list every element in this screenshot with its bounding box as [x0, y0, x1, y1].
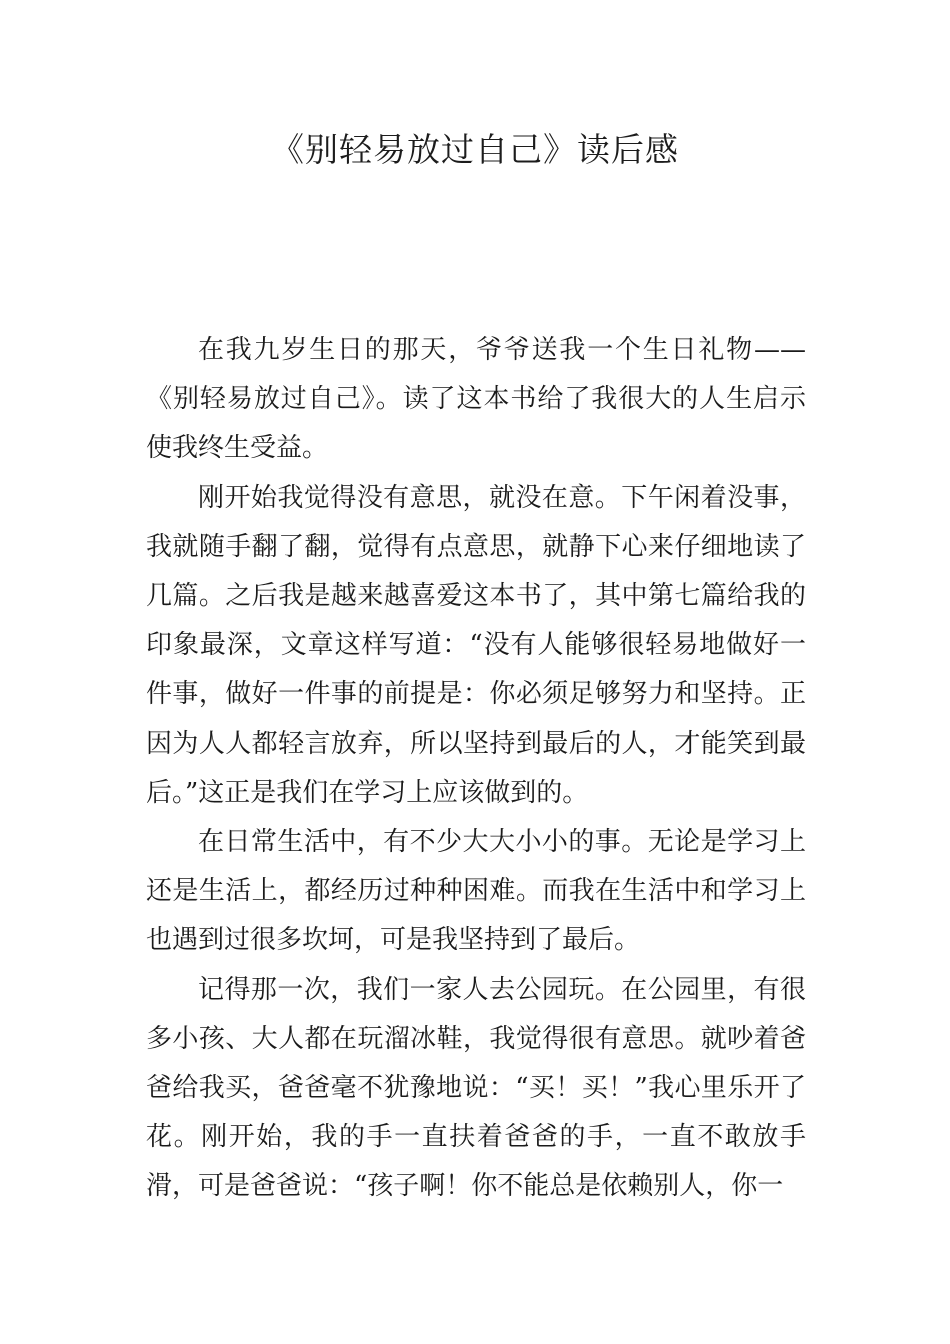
- document-title: 《别轻易放过自己》读后感: [271, 130, 679, 169]
- paragraph-3: 在日常生活中，有不少大大小小的事。无论是学习上还是生活上，都经历过种种困难。而我在生活中和学习上也遇到过很多坎坷，可是我坚持到了最后。: [146, 827, 806, 956]
- paragraph-2: 刚开始我觉得没有意思，就没在意。下午闲着没事，我就随手翻了翻，觉得有点意思，就静下心来仔细地读了几篇。之后我是越来越喜爱这本书了，其中第七篇给我的印象最深，文章这样写道：“没有人能够很轻易地做好一件事，做好一件事的前提是：你必须足够努力和坚持。正因为人人都轻言放弃，所以坚持到最后的人，才能笑到最后。”这正是我们在学习上应该做到的。: [146, 482, 806, 808]
- paragraph-1: 在我九岁生日的那天，爷爷送我一个生日礼物——《别轻易放过自己》。读了这本书给了我很大的人生启示使我终生受益。: [146, 335, 806, 464]
- paragraph-4: 记得那一次，我们一家人去公园玩。在公园里，有很多小孩、大人都在玩溜冰鞋，我觉得很有意思。就吵着爸爸给我买，爸爸毫不犹豫地说：“买！买！”我心里乐开了花。刚开始，我的手一直扶着爸爸的手，一直不敢放手滑，可是爸爸说：“孩子啊！你不能总是依赖别人，你一: [146, 974, 806, 1202]
- document-body: [146, 326, 806, 1212]
